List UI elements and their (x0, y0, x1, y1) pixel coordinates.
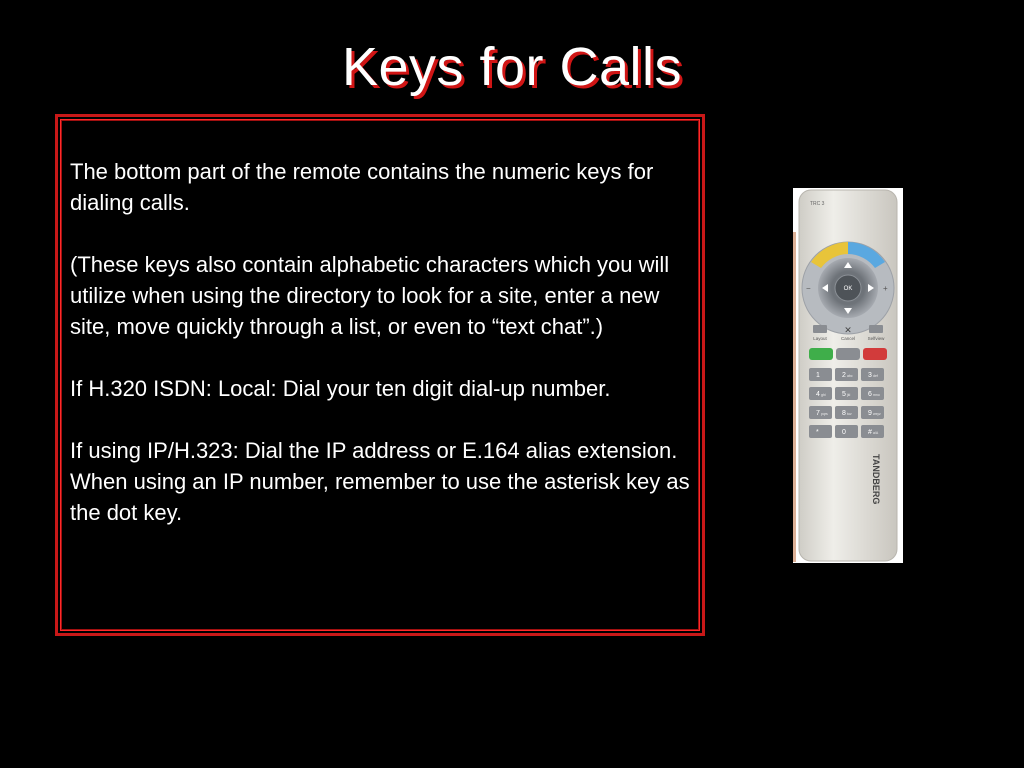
key-digit-label: 3 (868, 372, 872, 379)
layout-label: Layout (813, 336, 827, 341)
cancel-icon[interactable]: ✕ (844, 325, 852, 335)
key-letters-label: jkl (847, 393, 851, 397)
key-letters-label: ghi (821, 393, 826, 397)
edge-shadow (793, 232, 796, 562)
key-digit-label: 0 (842, 429, 846, 436)
key-digit-label: * (816, 429, 819, 436)
ok-label: OK (843, 286, 853, 292)
plus-icon: + (883, 284, 888, 293)
key-digit-label: 8 (842, 410, 846, 417)
key-digit-label: 1 (816, 372, 820, 379)
key-digit-label: 7 (816, 410, 820, 417)
key-1[interactable] (809, 368, 832, 381)
paragraph-numeric-keys: The bottom part of the remote contains the numeric keys for dialing calls. (70, 159, 654, 215)
selfview-button[interactable] (869, 325, 883, 333)
key-digit-label: # (868, 429, 872, 436)
phonebook-button[interactable] (836, 348, 860, 360)
key-letters-label: wxyz (873, 412, 881, 416)
key-digit-label: 6 (868, 391, 872, 398)
key-digit-label: 9 (868, 410, 872, 417)
key-star[interactable] (809, 425, 832, 438)
selfview-label: Selfview (867, 336, 885, 341)
key-digit-label: 2 (842, 372, 846, 379)
remote-image (793, 188, 903, 563)
cancel-label: Cancel (840, 336, 856, 341)
model-label: TRC 3 (810, 201, 825, 207)
call-button[interactable] (809, 348, 833, 360)
key-digit-label: 5 (842, 391, 846, 398)
body-text (70, 156, 690, 559)
paragraph-ip: If using IP/H.323: Dial the IP address or E.164 alias extension. When using an IP number, remember to use the asterisk key as the dot key. (70, 438, 690, 525)
key-0[interactable] (835, 425, 858, 438)
paragraph-isdn: If H.320 ISDN: Local: Dial your ten digit dial-up number. (70, 376, 611, 401)
slide-title: Keys for Calls (341, 37, 683, 97)
paragraph-alphabetic-chars: (These keys also contain alphabetic characters which you will utilize when using the directory to look for a site, enter a new site, move quickly through a list, or even to “text chat”.) (70, 252, 670, 339)
key-letters-label: def (873, 374, 878, 378)
layout-button[interactable] (813, 325, 827, 333)
key-letters-label: tuv (847, 412, 852, 416)
brand-logo: TANDBERG (871, 454, 881, 505)
key-digit-label: 4 (816, 391, 820, 398)
key-letters-label: mno (873, 393, 880, 397)
key-letters-label: pqrs (821, 412, 828, 416)
minus-icon: − (806, 284, 811, 293)
end-call-button[interactable] (863, 348, 887, 360)
remote-control-illustration (793, 188, 903, 563)
key-letters-label: abc (847, 374, 853, 378)
key-letters-label: a/A (873, 431, 879, 435)
